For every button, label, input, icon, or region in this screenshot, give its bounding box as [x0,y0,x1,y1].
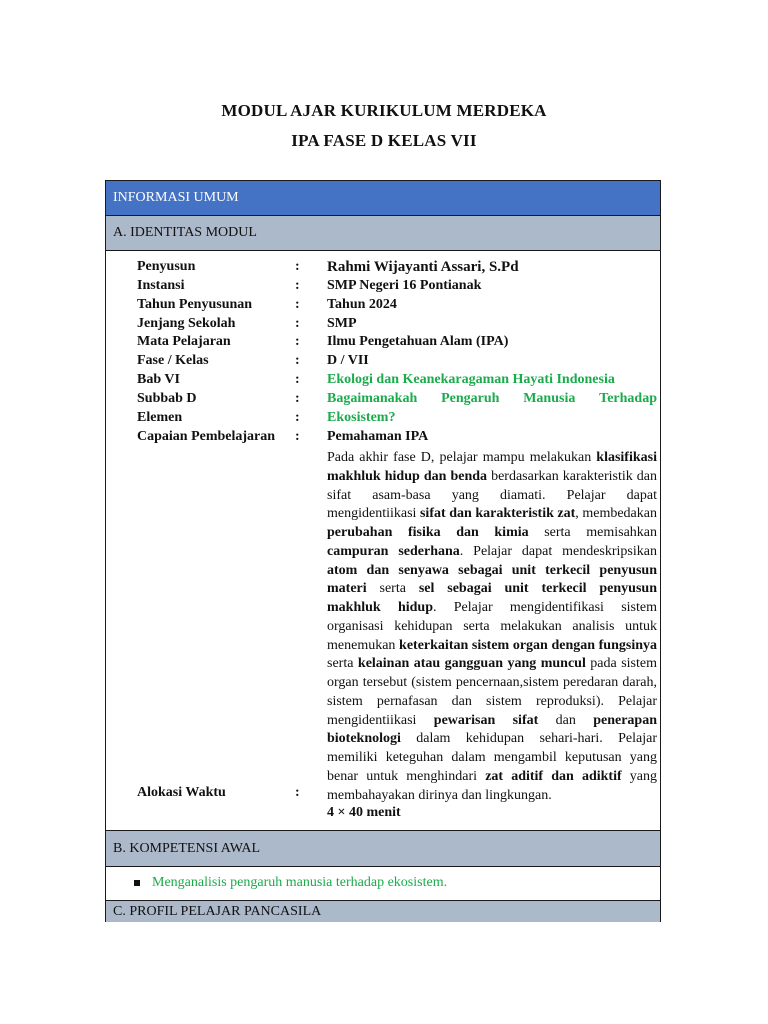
document-subtitle: IPA FASE D KELAS VII [291,131,477,150]
module-info-table [105,180,661,922]
document-title: MODUL AJAR KURIKULUM MERDEKA [221,101,547,120]
colon: : [295,410,300,425]
section-header-profil-pelajar: C. PROFIL PELAJAR PANCASILA [106,900,660,922]
value-alokasi: 4 × 40 menit [327,805,401,820]
label-subbab: Subbab D [137,391,197,406]
colon: : [295,353,300,368]
value-penyusun: Rahmi Wijayanti Assari, S.Pd [327,259,519,275]
bullet-square-icon [134,880,140,886]
label-capaian: Capaian Pembelajaran [137,429,276,444]
value-fase: D / VII [327,353,369,368]
label-bab: Bab VI [137,372,180,387]
colon: : [295,391,300,406]
value-mapel: Ilmu Pengetahuan Alam (IPA) [327,334,509,349]
subbab-word: Terhadap [599,391,657,406]
colon: : [295,785,300,800]
label-tahun: Tahun Penyusunan [137,297,253,312]
list-item [134,875,447,891]
section-header-informasi-umum: INFORMASI UMUM [106,181,660,216]
colon: : [295,372,300,387]
section-header-kompetensi-awal: B. KOMPETENSI AWAL [106,830,660,867]
label-mapel: Mata Pelajaran [137,334,231,349]
capaian-pembelajaran-text: Pada akhir fase D, pelajar mampu melakukan klasifikasi makhluk hidup dan benda berdasarkan karakteristik dan sifat asam-basa yang diamati. Pelajar dapat mengidentiikasi sifat dan karakteristik zat, membedakan perubahan fisika dan kimia serta memisahkan campuran sederhana. Pelajar dapat mendeskripsikan atom dan senyawa sebagai unit terkecil penyusun materi serta sel sebagai unit terkecil penyusun makhluk hidup. Pelajar mengidentifikasi sistem organisasi kehidupan serta melakukan analisis untuk menemukan keterkaitan sistem organ dengan fungsinya serta kelainan atau gangguan yang muncul pada sistem organ tersebut (sistem pencernaan,sistem peredaran darah, sistem pernafasan dan sistem reproduksi). Pelajar mengidentiikasi pewarisan sifat dan penerapan bioteknologi dalam kehidupan sehari-hari. Pelajar memiliki keteguhan dalam mengambil keputusan yang benar untuk menghindari zat aditif dan adiktif yang membahayakan dirinya dan lingkungan. [327,450,658,803]
subbab-word: Manusia [523,391,576,406]
label-alokasi: Alokasi Waktu [137,785,226,800]
colon: : [295,259,300,274]
label-instansi: Instansi [137,278,185,293]
value-subbab-line2: Ekosistem? [327,410,396,425]
colon: : [295,316,300,331]
value-capaian: Pemahaman IPA [327,429,429,444]
subbab-word: Pengaruh [441,391,500,406]
label-fase: Fase / Kelas [137,353,209,368]
value-jenjang: SMP [327,316,357,331]
colon: : [295,429,300,444]
colon: : [295,278,300,293]
section-header-identitas-modul: A. IDENTITAS MODUL [106,216,660,251]
label-penyusun: Penyusun [137,259,196,274]
value-subbab-line1 [327,391,657,407]
label-elemen: Elemen [137,410,183,425]
value-instansi: SMP Negeri 16 Pontianak [327,278,482,293]
value-tahun: Tahun 2024 [327,297,397,312]
colon: : [295,334,300,349]
kompetensi-item-text: Menganalisis pengaruh manusia terhadap ekosistem. [152,875,448,890]
label-jenjang: Jenjang Sekolah [137,316,236,331]
colon: : [295,297,300,312]
value-bab: Ekologi dan Keanekaragaman Hayati Indonesia [327,372,615,387]
subbab-word: Bagaimanakah [327,391,418,406]
